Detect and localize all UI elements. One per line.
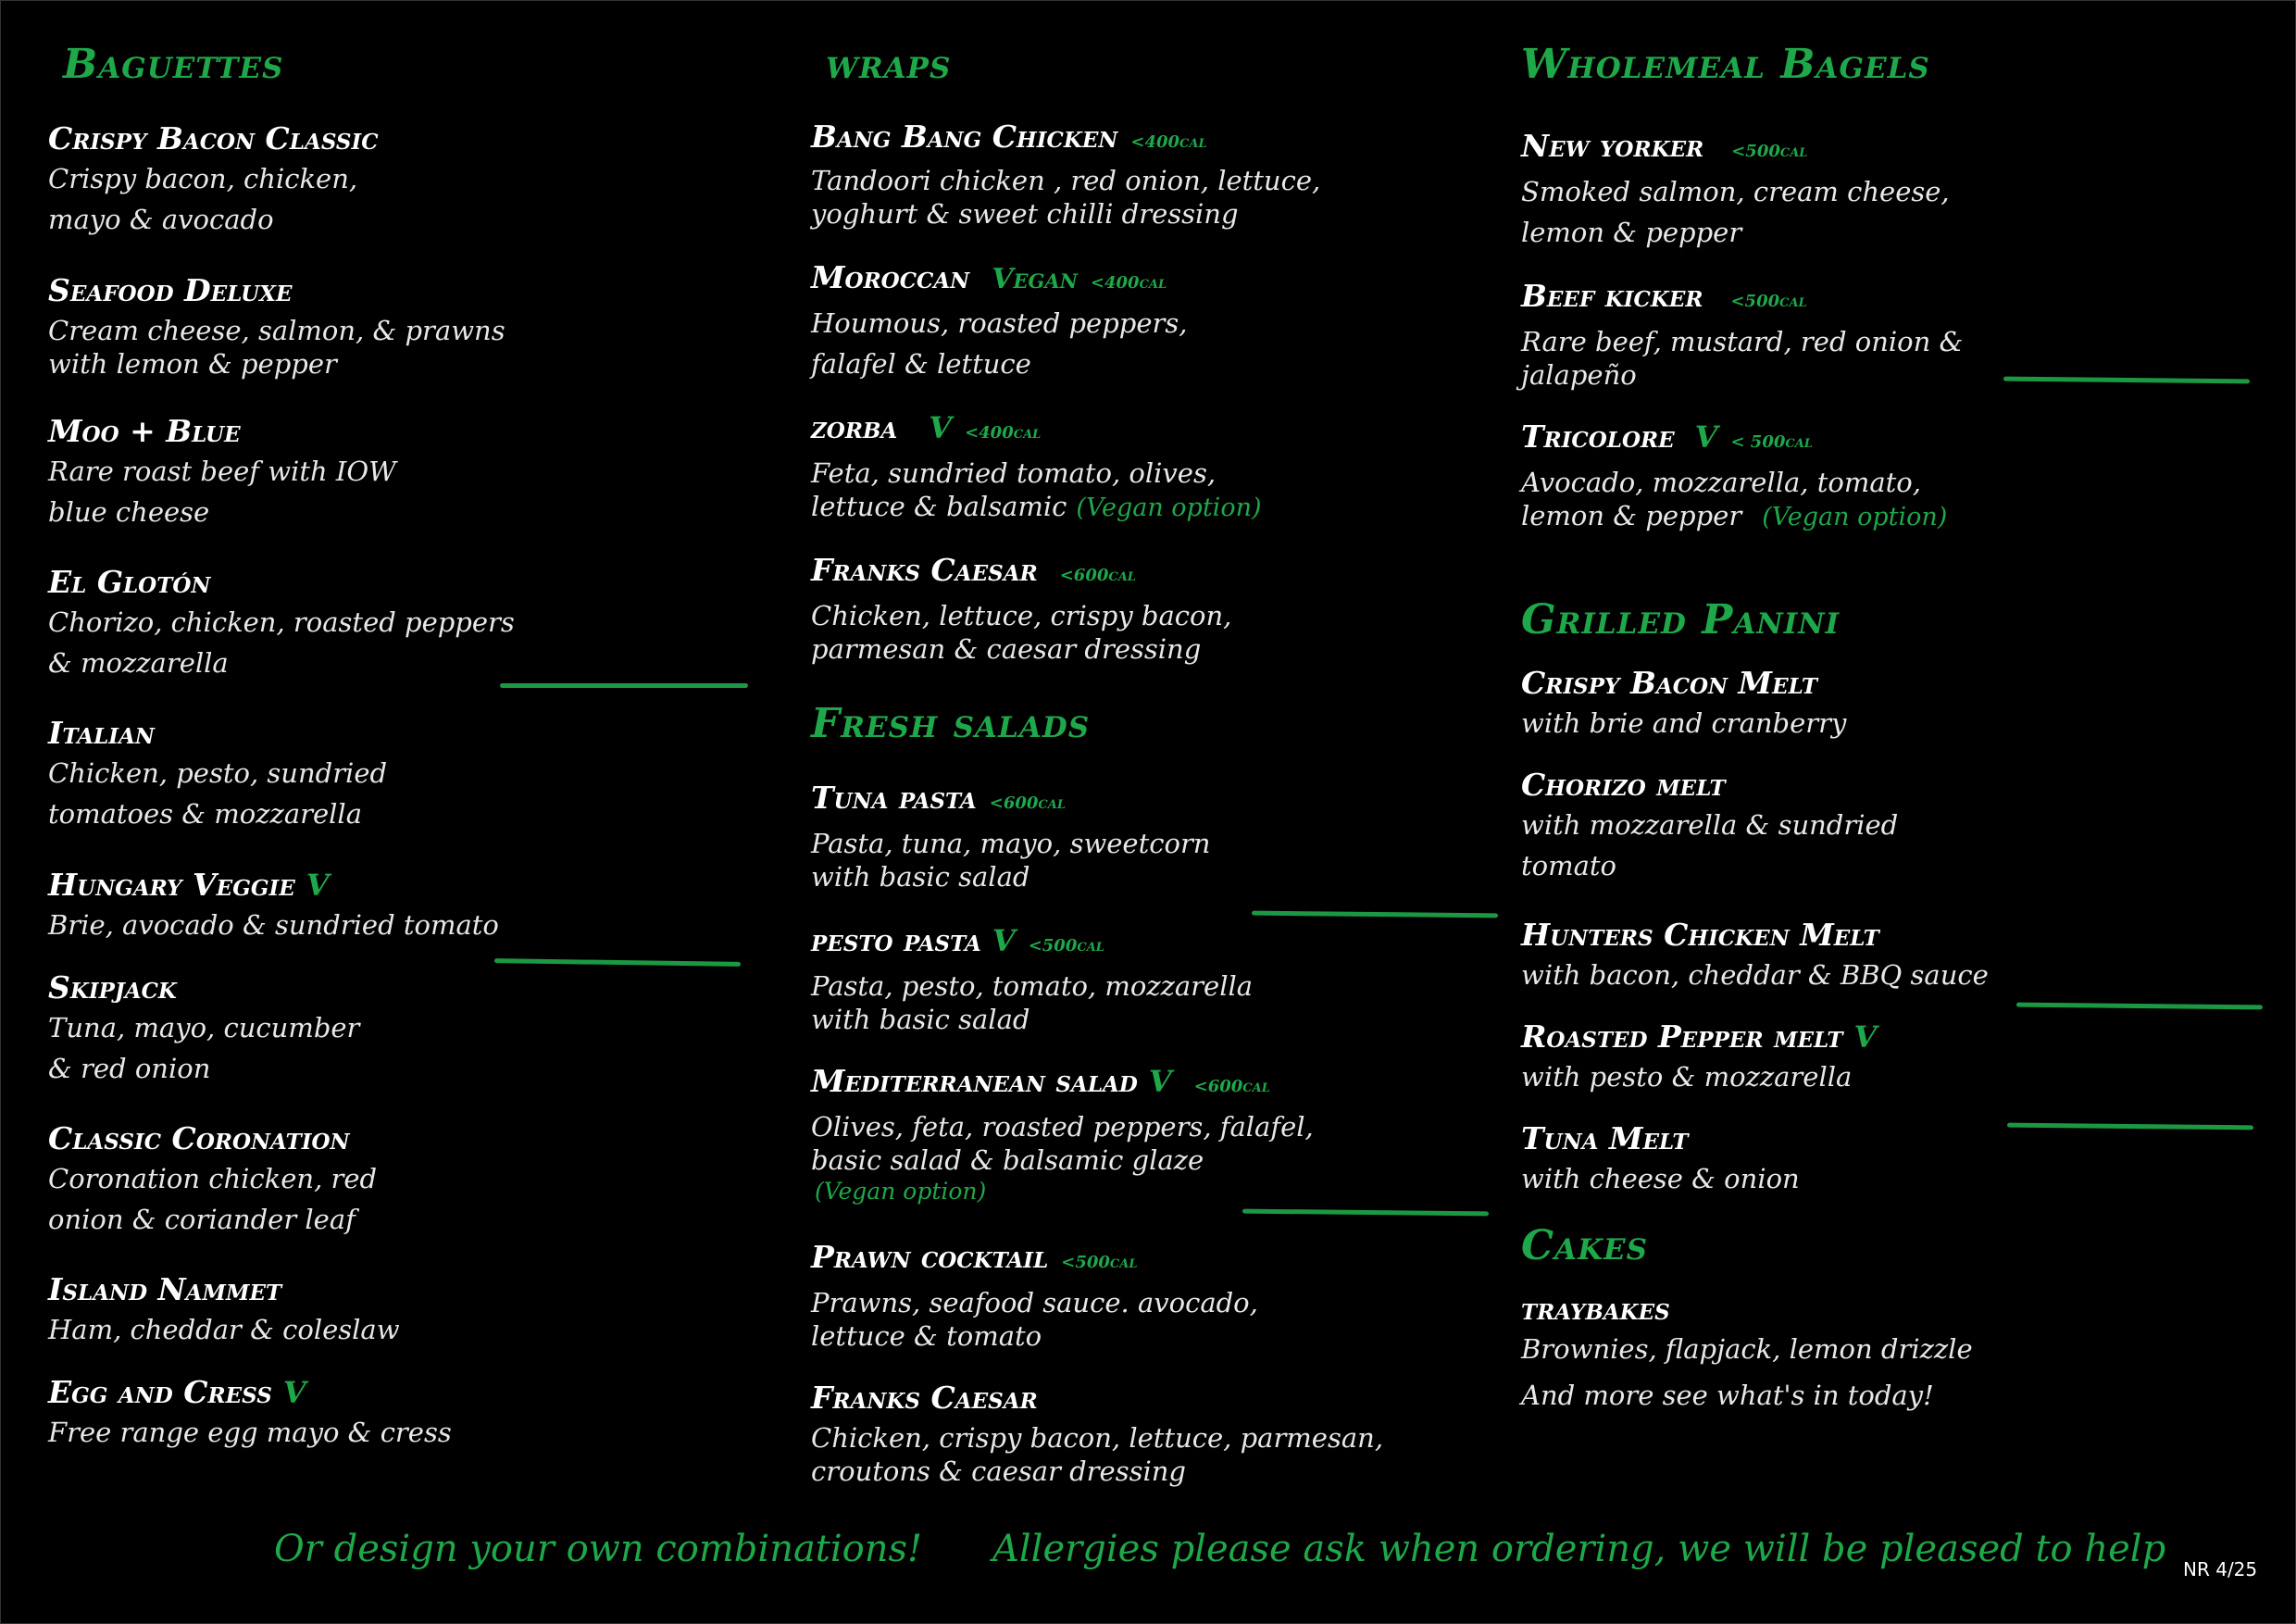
item-name-text: Hungary Veggie bbox=[48, 867, 295, 903]
menu-item bbox=[48, 1120, 752, 1235]
section-title-grilled-panini: Grilled Panini bbox=[1521, 596, 1841, 643]
item-name bbox=[811, 409, 1515, 452]
item-desc: & red onion bbox=[48, 1053, 211, 1084]
item-name-text: Prawn cocktail bbox=[811, 1239, 1049, 1275]
vegetarian-badge: V bbox=[282, 1375, 306, 1410]
item-desc: tomatoes & mozzarella bbox=[48, 798, 362, 830]
item-name bbox=[811, 922, 1515, 965]
menu-item bbox=[48, 120, 752, 235]
footer-combinations: Or design your own combinations! bbox=[274, 1528, 923, 1570]
item-desc: Rare beef, mustard, red onion & bbox=[1521, 326, 1964, 357]
menu-item bbox=[1521, 128, 2262, 248]
calorie-badge: <500cal bbox=[1731, 142, 1808, 161]
menu-item bbox=[811, 1380, 1515, 1487]
calorie-badge: <500cal bbox=[1028, 936, 1104, 956]
item-desc: parmesan & caesar dressing bbox=[811, 633, 1202, 665]
menu-item bbox=[48, 867, 752, 941]
item-desc: croutons & caesar dressing bbox=[811, 1455, 1186, 1487]
menu-item bbox=[811, 409, 1515, 522]
item-desc-text: lemon & pepper bbox=[1521, 500, 1742, 531]
item-desc-text: lettuce & balsamic bbox=[811, 491, 1067, 522]
menu-item bbox=[811, 1063, 1515, 1205]
item-desc: Chicken, lettuce, crispy bacon, bbox=[811, 600, 1232, 631]
calorie-badge: <600cal bbox=[1059, 566, 1136, 585]
item-desc: onion & coriander leaf bbox=[48, 1204, 356, 1235]
item-desc: Brownies, flapjack, lemon drizzle bbox=[1521, 1333, 1973, 1365]
item-desc bbox=[811, 491, 1515, 522]
item-name-text: Tuna pasta bbox=[811, 780, 977, 816]
item-desc: Pasta, tuna, mayo, sweetcorn bbox=[811, 828, 1211, 859]
item-name-text: zorba bbox=[811, 409, 898, 445]
section-title-cakes: Cakes bbox=[1521, 1222, 1649, 1269]
menu-item bbox=[811, 780, 1515, 893]
vegan-option-note: (Vegan option) bbox=[815, 1178, 987, 1205]
menu-item bbox=[1521, 665, 2262, 739]
item-desc: Chorizo, chicken, roasted peppers bbox=[48, 606, 515, 638]
item-name: Crispy Bacon Melt bbox=[1521, 665, 1818, 701]
item-name: Italian bbox=[48, 715, 155, 751]
vegan-option-note: (Vegan option) bbox=[1762, 503, 1948, 531]
section-title-baguettes: Baguettes bbox=[63, 41, 284, 88]
menu-item bbox=[1521, 767, 2262, 881]
item-desc: with bacon, cheddar & BBQ sauce bbox=[1521, 959, 1989, 991]
item-desc: & mozzarella bbox=[48, 647, 229, 679]
item-name: Tuna Melt bbox=[1521, 1120, 1689, 1156]
item-name: Classic Coronation bbox=[48, 1120, 350, 1156]
item-name bbox=[1521, 1018, 2262, 1056]
item-name: Crispy Bacon Classic bbox=[48, 120, 379, 156]
item-desc: Ham, cheddar & coleslaw bbox=[48, 1314, 400, 1345]
item-name: Hunters Chicken Melt bbox=[1521, 917, 1879, 953]
item-desc: And more see what's in today! bbox=[1521, 1380, 1934, 1411]
item-desc: Coronation chicken, red bbox=[48, 1163, 378, 1194]
item-desc bbox=[1521, 500, 2262, 531]
item-desc: Pasta, pesto, tomato, mozzarella bbox=[811, 970, 1254, 1002]
item-desc: Prawns, seafood sauce. avocado, bbox=[811, 1287, 1258, 1318]
item-name bbox=[811, 552, 1515, 594]
vegetarian-badge: V bbox=[1148, 1064, 1172, 1099]
item-name: Chorizo melt bbox=[1521, 767, 1726, 803]
item-desc: basic salad & balsamic glaze bbox=[811, 1144, 1204, 1176]
calorie-badge: <600cal bbox=[989, 793, 1066, 813]
item-desc: falafel & lettuce bbox=[811, 348, 1031, 380]
item-name bbox=[811, 1063, 1515, 1106]
item-name: traybakes bbox=[1521, 1291, 1670, 1327]
menu-item bbox=[1521, 917, 2262, 991]
item-desc: Houmous, roasted peppers, bbox=[811, 307, 1188, 339]
section-title-fresh-salads: Fresh salads bbox=[811, 700, 1091, 747]
item-desc: Cream cheese, salmon, & prawns bbox=[48, 315, 505, 346]
item-name-text: Moroccan bbox=[811, 259, 970, 295]
item-name: El Glotón bbox=[48, 564, 211, 600]
vegetarian-badge: V bbox=[306, 868, 330, 903]
item-desc: with pesto & mozzarella bbox=[1521, 1061, 1853, 1093]
menu-item bbox=[48, 1271, 752, 1345]
item-name: Franks Caesar bbox=[811, 1380, 1038, 1416]
item-desc: mayo & avocado bbox=[48, 204, 274, 235]
item-name-text: Bang Bang Chicken bbox=[811, 119, 1118, 155]
calorie-badge: <500cal bbox=[1061, 1253, 1138, 1272]
menu-item bbox=[811, 552, 1515, 665]
item-desc: with basic salad bbox=[811, 1004, 1030, 1035]
vegetarian-badge: V bbox=[1853, 1019, 1878, 1055]
menu-reference: NR 4/25 bbox=[2183, 1558, 2258, 1580]
item-desc: lettuce & tomato bbox=[811, 1320, 1042, 1352]
item-name-text: New yorker bbox=[1521, 128, 1704, 164]
item-desc: Feta, sundried tomato, olives, bbox=[811, 457, 1217, 489]
item-desc: Rare roast beef with IOW bbox=[48, 456, 396, 487]
menu-item bbox=[811, 119, 1515, 230]
item-desc: Olives, feta, roasted peppers, falafel, bbox=[811, 1111, 1314, 1143]
item-desc: Tuna, mayo, cucumber bbox=[48, 1012, 360, 1043]
vegetarian-badge: V bbox=[992, 923, 1016, 958]
item-desc: Crispy bacon, chicken, bbox=[48, 163, 358, 194]
item-name-text: pesto pasta bbox=[811, 922, 981, 958]
section-title-wholemeal-bagels: Wholemeal Bagels bbox=[1521, 41, 1930, 88]
vegan-badge: Vegan bbox=[992, 263, 1078, 295]
item-name bbox=[811, 119, 1515, 161]
section-title-wraps: wraps bbox=[826, 41, 952, 88]
menu-item bbox=[48, 564, 752, 679]
item-name bbox=[48, 867, 752, 904]
item-name: Island Nammet bbox=[48, 1271, 282, 1307]
calorie-badge: <400cal bbox=[965, 423, 1042, 443]
vegetarian-badge: V bbox=[929, 410, 953, 445]
menu-item bbox=[811, 922, 1515, 1035]
item-name bbox=[811, 259, 1515, 302]
menu-item bbox=[1521, 1120, 2262, 1194]
vegan-option-note: (Vegan option) bbox=[1076, 493, 1262, 522]
item-name bbox=[1521, 128, 2262, 170]
item-desc: Avocado, mozzarella, tomato, bbox=[1521, 467, 1921, 498]
item-desc: with basic salad bbox=[811, 861, 1030, 893]
footer-allergies: Allergies please ask when ordering, we will be pleased to help bbox=[992, 1528, 2166, 1570]
item-name-text: Tricolore bbox=[1521, 418, 1675, 455]
menu-item bbox=[1521, 1018, 2262, 1093]
vegetarian-badge: V bbox=[1694, 419, 1718, 455]
item-name: Skipjack bbox=[48, 969, 177, 1006]
decorative-stroke bbox=[500, 683, 748, 688]
item-desc: yoghurt & sweet chilli dressing bbox=[811, 198, 1239, 230]
item-desc: Brie, avocado & sundried tomato bbox=[48, 909, 499, 941]
calorie-badge: <600cal bbox=[1193, 1077, 1270, 1096]
item-name-text: Franks Caesar bbox=[811, 552, 1038, 588]
item-desc: lemon & pepper bbox=[1521, 217, 1742, 248]
item-name: Moo + Blue bbox=[48, 413, 241, 449]
item-desc: tomato bbox=[1521, 850, 1617, 881]
item-desc: Free range egg mayo & cress bbox=[48, 1417, 452, 1448]
menu-item bbox=[1521, 278, 2262, 391]
item-desc: Smoked salmon, cream cheese, bbox=[1521, 176, 1950, 207]
item-name-text: Mediterranean salad bbox=[811, 1063, 1138, 1099]
menu-item bbox=[48, 413, 752, 528]
item-desc: blue cheese bbox=[48, 496, 210, 528]
item-name-text: Egg and Cress bbox=[48, 1374, 272, 1410]
item-name bbox=[1521, 278, 2262, 320]
calorie-badge: < 500cal bbox=[1730, 432, 1813, 452]
item-desc: with lemon & pepper bbox=[48, 348, 337, 380]
calorie-badge: <400cal bbox=[1090, 273, 1167, 293]
item-desc: jalapeño bbox=[1521, 359, 1637, 391]
item-desc: with mozzarella & sundried bbox=[1521, 809, 1899, 841]
menu-item bbox=[1521, 1291, 2262, 1411]
menu-item bbox=[811, 1239, 1515, 1352]
item-name: Seafood Deluxe bbox=[48, 272, 293, 308]
item-name bbox=[1521, 418, 2262, 461]
item-desc: Chicken, pesto, sundried bbox=[48, 757, 388, 789]
calorie-badge: <400cal bbox=[1130, 132, 1207, 152]
menu-item bbox=[1521, 418, 2262, 531]
item-desc: with brie and cranberry bbox=[1521, 707, 1847, 739]
item-name bbox=[48, 1374, 752, 1411]
menu-item bbox=[48, 272, 752, 380]
menu-item bbox=[811, 259, 1515, 380]
menu-item bbox=[48, 1374, 752, 1448]
menu-item bbox=[48, 715, 752, 830]
calorie-badge: <500cal bbox=[1730, 292, 1807, 311]
item-desc: Chicken, crispy bacon, lettuce, parmesan, bbox=[811, 1422, 1384, 1454]
item-name bbox=[811, 1239, 1515, 1281]
item-name-text: Beef kicker bbox=[1521, 278, 1703, 314]
item-desc: Tandoori chicken , red onion, lettuce, bbox=[811, 165, 1321, 196]
menu-item bbox=[48, 969, 752, 1084]
item-name-text: Roasted Pepper melt bbox=[1521, 1018, 1843, 1055]
item-name bbox=[811, 780, 1515, 822]
item-desc: with cheese & onion bbox=[1521, 1163, 1800, 1194]
